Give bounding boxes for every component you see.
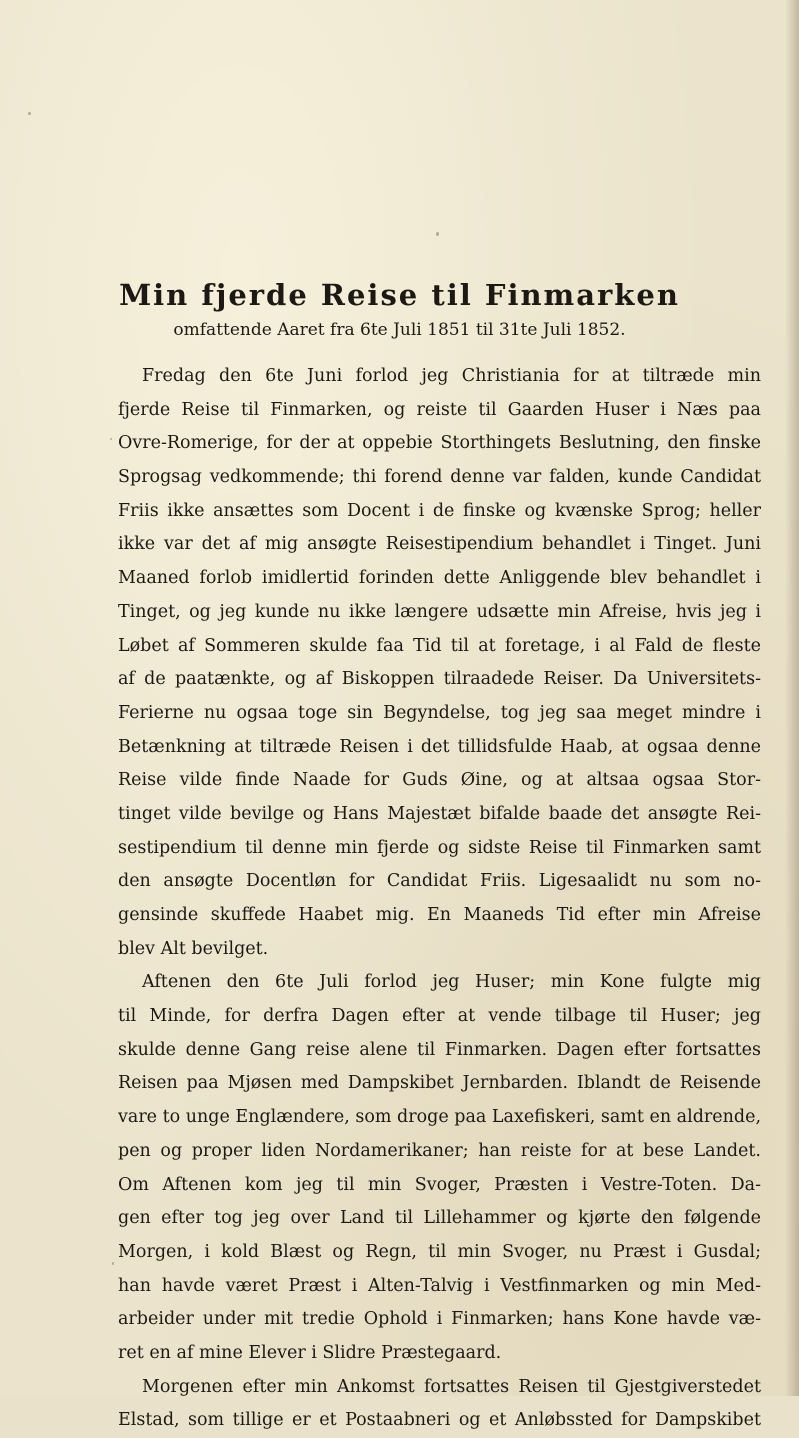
text-line: blev Alt bevilget. (118, 938, 269, 959)
body-text (118, 360, 761, 1438)
text-line: pen og proper liden Nordamerikaner; han reiste for at bese Landet. (118, 1140, 761, 1161)
text-line: Ferierne nu ogsaa toge sin Begyndelse, tog jeg saa meget mindre i (118, 702, 761, 723)
text-line: vare to unge Englændere, som droge paa Laxefiskeri, samt en aldrende, (118, 1107, 761, 1128)
text-line: ret en af mine Elever i Slidre Præstegaard. (118, 1342, 502, 1363)
text-line: Fredag den 6te Juni forlod jeg Christiania for at tiltræde min (142, 366, 761, 386)
text-line: Om Aftenen kom jeg til min Svoger, Præsten i Vestre-Toten. Da- (118, 1174, 761, 1195)
text-line: den ansøgte Docentløn for Candidat Friis. Ligesaalidt nu som no- (118, 871, 761, 892)
text-line: tinget vilde bevilge og Hans Majestæt bifalde baade det ansøgte Rei- (118, 803, 761, 824)
paper-speck (112, 1262, 114, 1265)
text-line: sestipendium til denne min fjerde og sidste Reise til Finmarken samt (118, 837, 761, 858)
text-line: Løbet af Sommeren skulde faa Tid til at foretage, i al Fald de fleste (118, 635, 761, 656)
text-line: arbeider under mit tredie Ophold i Finmarken; hans Kone havde væ- (118, 1309, 761, 1330)
paper-speck (28, 112, 31, 115)
text-line: af de paatænkte, og af Biskoppen tilraadede Reiser. Da Universitets- (118, 669, 761, 690)
text-line: ikke var det af mig ansøgte Reisestipendium behandlet i Tinget. Juni (118, 534, 761, 555)
text-line: Reisen paa Mjøsen med Dampskibet Jernbarden. Iblandt de Reisende (118, 1073, 761, 1094)
chapter-subtitle: omfattende Aaret fra 6te Juli 1851 til 31te Juli 1852. (173, 320, 626, 340)
paper-speck (436, 232, 439, 236)
text-line: Betænkning at tiltræde Reisen i det tillidsfulde Haab, at ogsaa denne (118, 736, 761, 757)
page-edge-shadow (785, 0, 799, 1396)
text-line: Elstad, som tillige er et Postaabneri og et Anløbssted for Dampskibet (118, 1410, 761, 1431)
text-line: skulde denne Gang reise alene til Finmarken. Dagen efter fortsattes (118, 1039, 761, 1060)
text-line: Maaned forlob imidlertid forinden dette Anliggende blev behandlet i (118, 568, 761, 589)
text-line: Morgen, i kold Blæst og Regn, til min Svoger, nu Præst i Gusdal; (118, 1241, 761, 1262)
text-line: gensinde skuffede Haabet mig. En Maaneds Tid efter min Afreise (118, 905, 761, 925)
text-line: Morgenen efter min Ankomst fortsattes Reisen til Gjestgiverstedet (142, 1376, 761, 1397)
text-line: Tinget, og jeg kunde nu ikke længere udsætte min Afreise, hvis jeg i (118, 601, 761, 622)
text-line: Friis ikke ansættes som Docent i de finske og kvænske Sprog; heller (118, 500, 761, 521)
text-line: Ovre-Romerige, for der at oppebie Storthingets Beslutning, den finske (118, 433, 761, 454)
text-line: han havde været Præst i Alten-Talvig i Vestfinmarken og min Med- (118, 1275, 761, 1296)
chapter-title: Min fjerde Reise til Finmarken (119, 278, 680, 312)
text-line: Aftenen den 6te Juli forlod jeg Huser; min Kone fulgte mig (142, 972, 761, 993)
text-line: Sprogsag vedkommende; thi forend denne var falden, kunde Candidat (118, 467, 761, 488)
text-line: fjerde Reise til Finmarken, og reiste til Gaarden Huser i Næs paa (118, 399, 761, 420)
text-line: til Minde, for derfra Dagen efter at vende tilbage til Huser; jeg (118, 1006, 761, 1027)
text-line: gen efter tog jeg over Land til Lillehammer og kjørte den følgende (118, 1208, 761, 1229)
paper-speck (110, 438, 112, 440)
text-line: Reise vilde finde Naade for Guds Øine, og at altsaa ogsaa Stor- (118, 770, 761, 791)
